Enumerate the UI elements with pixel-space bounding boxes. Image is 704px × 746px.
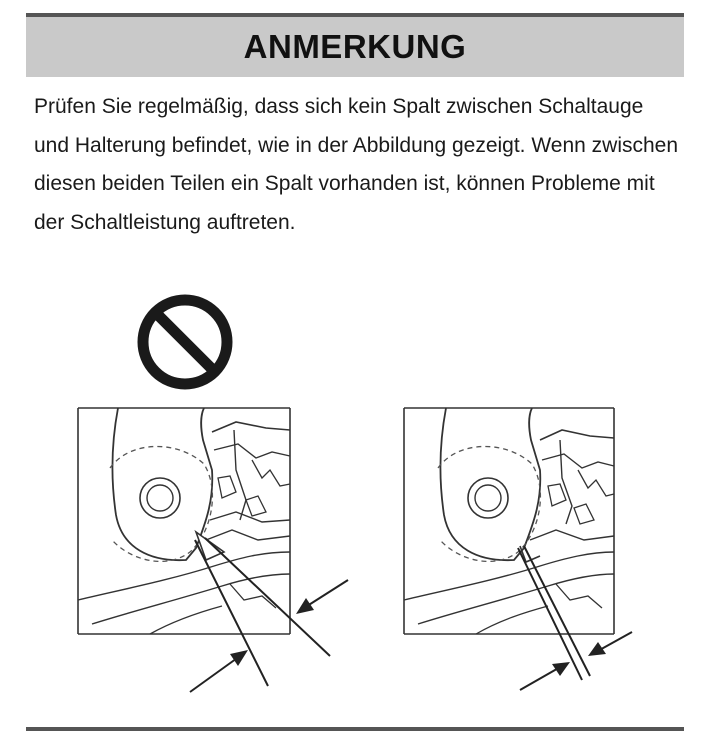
note-header — [26, 17, 684, 77]
contact-arrow-upper — [588, 632, 632, 656]
note-paragraph: Prüfen Sie regelmäßig, dass sich kein Spalt zwischen Schaltauge und Halterung befindet, wie in der Abbildung gezeigt. Wenn zwischen diesen beiden Teilen ein Spalt vorhanden ist, können Probleme mit der Schaltleistung auftreten. — [34, 95, 679, 234]
figure-right — [404, 408, 632, 690]
gap-arrow-lower — [190, 650, 248, 692]
figure-left — [78, 408, 348, 692]
contact-arrow-lower — [520, 662, 570, 690]
note-title: ANMERKUNG — [243, 28, 467, 65]
gap-arrow-upper — [296, 580, 348, 614]
prohibited-icon — [143, 300, 227, 384]
bottom-rule — [26, 727, 684, 731]
illustrations — [0, 280, 704, 710]
note-body — [34, 88, 684, 242]
